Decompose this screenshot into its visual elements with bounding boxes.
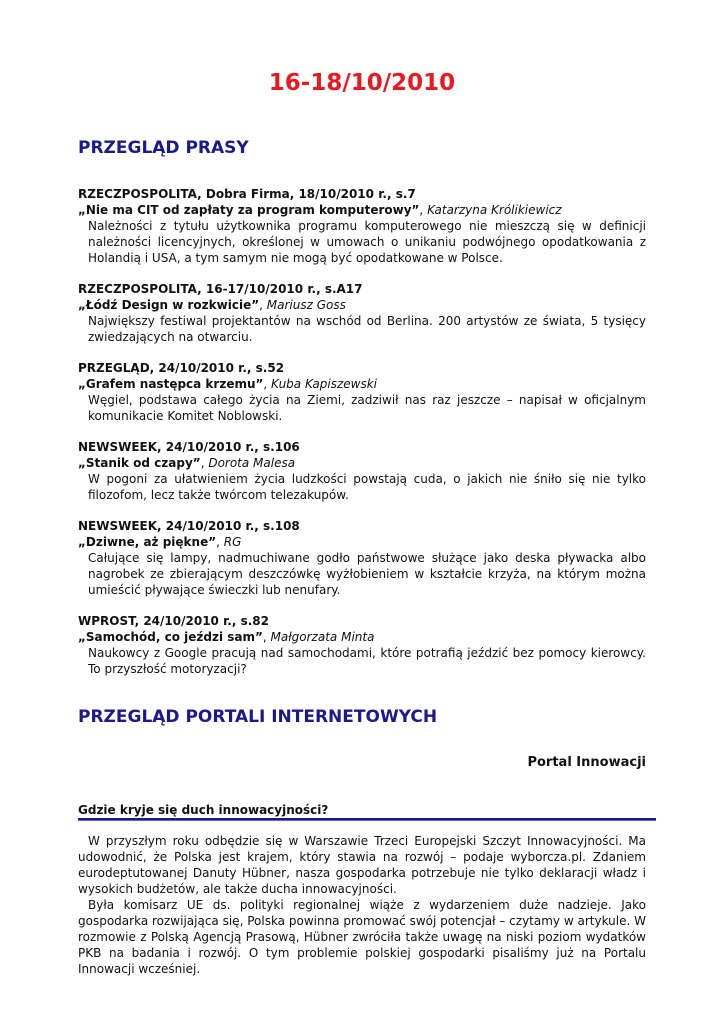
press-entry-title: „Dziwne, aż piękne”: [78, 535, 217, 549]
press-entry-summary: Całujące się lampy, nadmuchiwane godło państwowe służące jako deska pływacka albo nagrobek ze zbierającym deszczówkę wyżłobieniem w kształcie krzyża, na którym można umieścić pływające świeczki lub nenufary.: [88, 551, 646, 597]
press-entry-headline: „Nie ma CIT od zapłaty za program komputerowy”, Katarzyna Królikiewicz: [78, 203, 562, 217]
press-entry-headline: „Grafem następca krzemu”, Kuba Kapiszewski: [78, 377, 377, 391]
press-entry: [78, 186, 646, 266]
press-entry-title: „Nie ma CIT od zapłaty za program komputerowy”: [78, 203, 420, 217]
press-entry: [78, 439, 646, 503]
article-paragraph: Była komisarz UE ds. polityki regionalnej wiąże z wydarzeniem duże nadzieje. Jako gospodarka rozwijająca się, Polska powinna promować swój potencjał – czytamy w artykule. W rozmowie z Polską Agencją Prasową, Hübner zwróciła także uwagę na niski poziom wydatków PKB na badania i rozwój. O tym problemie polskiej gospodarki pisaliśmy już na Portalu Innowacji wcześniej.: [78, 898, 646, 976]
press-entry: [78, 613, 646, 677]
press-entry-summary: Naukowcy z Google pracują nad samochodami, które potrafią jeździć bez pomocy kierowcy. To przyszłość motoryzacji?: [88, 646, 646, 676]
press-entry-author: Małgorzata Minta: [270, 630, 375, 644]
press-entry-title: „Łódź Design w rozkwicie”: [78, 298, 260, 312]
article-body: [78, 833, 646, 977]
press-entry-source: RZECZPOSPOLITA, 16-17/10/2010 r., s.A17: [78, 282, 363, 296]
press-entry-title: „Stanik od czapy”: [78, 456, 201, 470]
press-entry-source: NEWSWEEK, 24/10/2010 r., s.108: [78, 519, 300, 533]
press-entry-source: NEWSWEEK, 24/10/2010 r., s.106: [78, 440, 300, 454]
heading-divider: [78, 818, 656, 821]
press-entry: [78, 281, 646, 345]
press-entry-headline: „Samochód, co jeździ sam”, Małgorzata Minta: [78, 630, 375, 644]
press-entry-summary: Należności z tytułu użytkownika programu komputerowego nie mieszczą się w definicji należności licencyjnych, określonej w umowach o unikaniu podwójnego opodatkowania z Holandią i USA, a tym samym nie mogą być opodatkowane w Polsce.: [88, 219, 646, 265]
press-entry-headline: „Łódź Design w rozkwicie”, Mariusz Goss: [78, 298, 346, 312]
press-entry-source: WPROST, 24/10/2010 r., s.82: [78, 614, 269, 628]
press-entry-source: PRZEGLĄD, 24/10/2010 r., s.52: [78, 361, 285, 375]
press-entry-summary: Największy festiwal projektantów na wschód od Berlina. 200 artystów ze świata, 5 tysięcy zwiedzających na otwarciu.: [88, 314, 646, 344]
press-entry-title: „Grafem następca krzemu”: [78, 377, 264, 391]
press-entry: [78, 360, 646, 424]
press-entry-author: Mariusz Goss: [266, 298, 346, 312]
press-entry-summary: Węgiel, podstawa całego życia na Ziemi, zadziwił nas raz jeszcze – napisał w oficjalnym komunikacie Komitet Noblowski.: [88, 393, 646, 423]
press-entry-summary: W pogoni za ułatwieniem życia ludzkości powstają cuda, o jakich nie śniło się nie tylko filozofom, lecz także twórcom telezakupów.: [88, 472, 646, 502]
document-date-title: 16-18/10/2010: [268, 70, 456, 96]
press-entry-title: „Samochód, co jeździ sam”: [78, 630, 263, 644]
article-heading: Gdzie kryje się duch innowacyjności?: [78, 803, 329, 817]
portal-name: Portal Innowacji: [527, 755, 646, 770]
press-entry-headline: „Dziwne, aż piękne”, RG: [78, 535, 242, 549]
press-entry: [78, 518, 646, 598]
article-paragraph: W przyszłym roku odbędzie się w Warszawie Trzeci Europejski Szczyt Innowacyjności. Ma udowodnić, że Polska jest krajem, który stawia na rozwój – podaje wyborcza.pl. Zdaniem eurodeptutowanej Danuty Hübner, nasza gospodarka potrzebuje nie tylko deklaracji władz i wysokich budżetów, ale także ducha innowacyjności.: [78, 834, 646, 896]
portals-review-heading: PRZEGLĄD PORTALI INTERNETOWYCH: [78, 707, 438, 727]
press-review-heading: PRZEGLĄD PRASY: [78, 138, 249, 158]
press-entry-author: Kuba Kapiszewski: [271, 377, 377, 391]
press-entry-headline: „Stanik od czapy”, Dorota Malesa: [78, 456, 296, 470]
press-entry-author: Katarzyna Królikiewicz: [427, 203, 562, 217]
press-entry-author: RG: [223, 535, 242, 549]
press-entries-list: [78, 186, 646, 692]
press-entry-source: RZECZPOSPOLITA, Dobra Firma, 18/10/2010 r., s.7: [78, 187, 416, 201]
press-entry-author: Dorota Malesa: [208, 456, 296, 470]
